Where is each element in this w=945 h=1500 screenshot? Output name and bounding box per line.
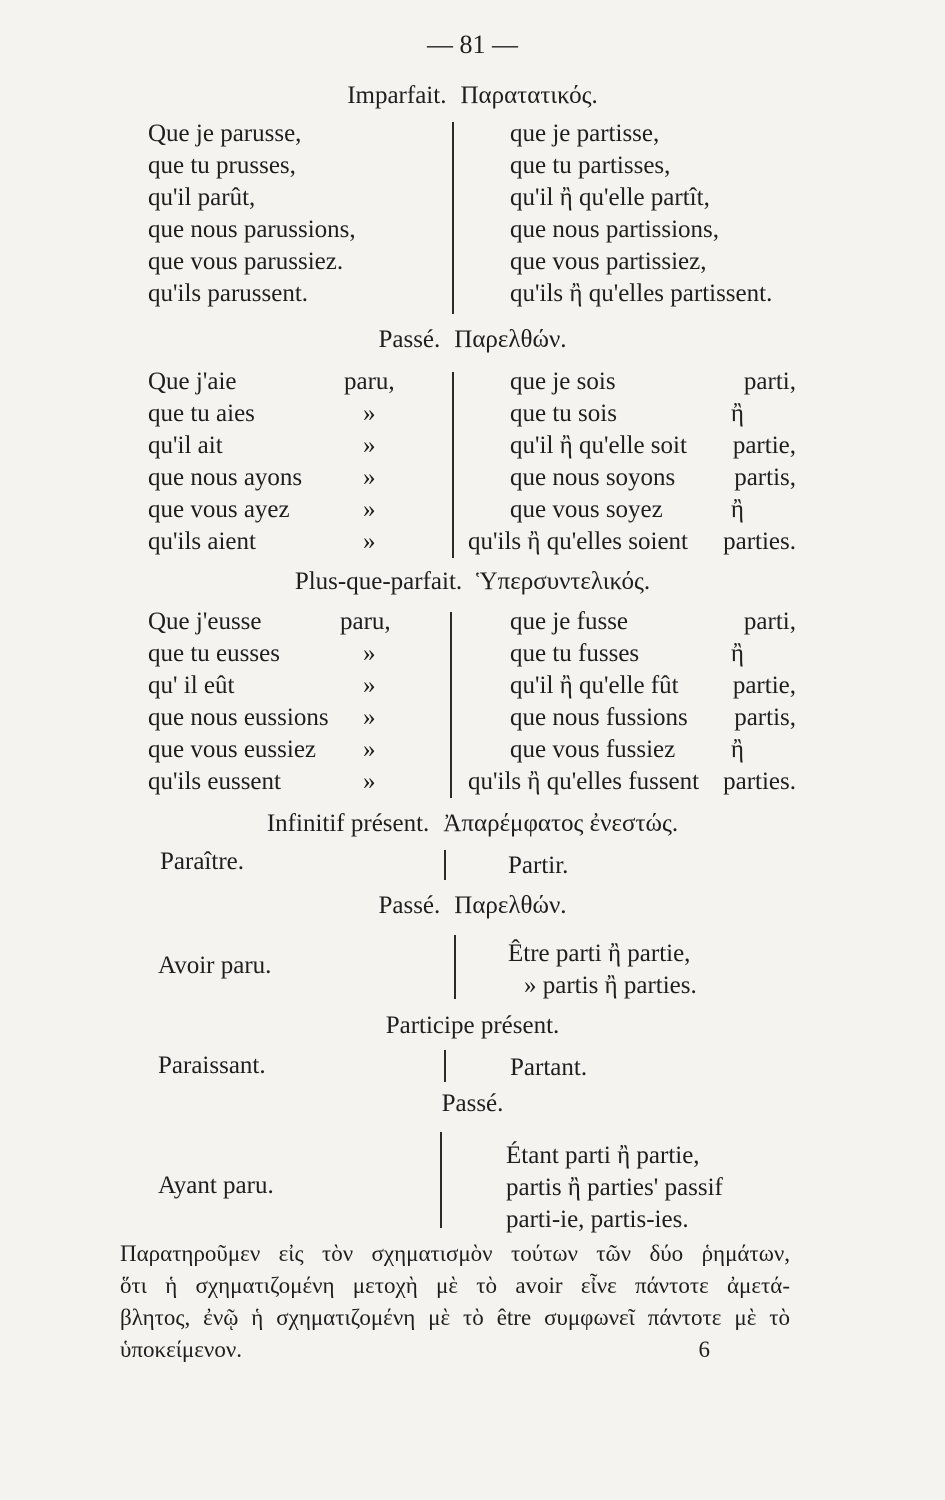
conjugation-line: qu'ils aient <box>148 528 256 555</box>
participle-mark: parties. <box>723 528 796 555</box>
greek-note <box>120 1238 790 1366</box>
conjugation-line: que je fusse <box>510 608 629 635</box>
plusqueparfait-left-column <box>148 606 438 798</box>
conjugation-line: qu'ils ἢ qu'elles soient <box>468 528 688 555</box>
conjugation-line: Être parti ἢ partie, <box>508 940 691 967</box>
ditto-mark: ἢ <box>730 736 744 763</box>
conjugation-line: » partis ἢ parties. <box>524 972 697 999</box>
ditto-mark: » <box>363 400 376 427</box>
conjugation-line: que tu aies <box>148 400 255 427</box>
heading-gr: Παρελθών. <box>454 892 567 919</box>
infinitif-passe-left: Avoir paru. <box>158 952 272 979</box>
page-number: — 81 — <box>427 30 518 59</box>
column-divider <box>444 850 446 880</box>
heading-passe <box>0 326 945 354</box>
ditto-mark: » <box>363 496 376 523</box>
heading-infinitif <box>0 810 945 838</box>
ditto-mark: » <box>363 768 376 795</box>
conjugation-line: qu'ils ἢ qu'elles fussent <box>468 768 700 795</box>
heading-participe: Participe présent. <box>385 1012 560 1039</box>
ditto-mark: » <box>363 640 376 667</box>
note-line: ὅτι ἡ σχηματιζομένη μετοχὴ μὲ τὸ avoir εἶνε πάντοτε ἀμετά- <box>120 1273 790 1298</box>
column-divider <box>444 1050 446 1082</box>
conjugation-line: que nous partissions, <box>510 216 720 243</box>
conjugation-line: que vous eussiez <box>148 736 317 763</box>
conjugation-line: que nous parussions, <box>148 216 356 243</box>
conjugation-line: que nous eussions <box>148 704 329 731</box>
conjugation-line: que vous partissiez, <box>510 248 707 275</box>
ditto-mark: » <box>363 672 376 699</box>
conjugation-line: qu'il parût, <box>148 184 256 211</box>
conjugation-line: que nous soyons <box>510 464 676 491</box>
conjugation-line: Étant parti ἢ partie, <box>506 1142 700 1169</box>
participle-mark: parties. <box>723 768 796 795</box>
participe-passe-left: Ayant paru. <box>158 1172 274 1199</box>
passe-left-column <box>148 366 438 558</box>
heading-fr: Passé. <box>378 892 441 919</box>
ditto-mark: ἢ <box>730 496 744 523</box>
conjugation-line: que je partisse, <box>510 120 660 147</box>
heading-gr: Παρελθών. <box>454 326 567 353</box>
heading-fr: Plus-que-parfait. <box>294 568 463 595</box>
conjugation-line: Que je parusse, <box>148 120 302 147</box>
participle-mark: parti, <box>743 608 796 635</box>
conjugation-line: que nous fussions <box>510 704 688 731</box>
imparfait-left-column <box>148 118 356 310</box>
conjugation-line: Que j'aie <box>148 368 237 395</box>
conjugation-line: que tu partisses, <box>510 152 671 179</box>
column-divider <box>450 612 452 798</box>
heading-infinitif-passe <box>0 892 945 920</box>
conjugation-line: qu'il ἢ qu'elle partît, <box>510 184 710 211</box>
ditto-mark: » <box>363 736 376 763</box>
participle-mark: parti, <box>743 368 796 395</box>
conjugation-line: Que j'eusse <box>148 608 262 635</box>
ditto-mark: » <box>363 704 376 731</box>
conjugation-line: qu'il ἢ qu'elle soit <box>510 432 687 459</box>
note-line: ὑποκείμενον. <box>120 1337 242 1362</box>
participe-right: Partant. <box>510 1054 588 1081</box>
heading-fr: Passé. <box>378 326 441 353</box>
ditto-mark: » <box>363 464 376 491</box>
conjugation-line: qu' il eût <box>148 672 235 699</box>
infinitif-left: Paraître. <box>160 848 244 875</box>
heading-fr: Imparfait. <box>347 82 447 109</box>
note-line: βλητος, ἐνῷ ἡ σχηματιζομένη μὲ τὸ être συμφωνεῖ πάντοτε μὲ τὸ <box>120 1305 790 1330</box>
heading-gr: Ἀπαρέμφατος ἐνεστώς. <box>443 810 679 837</box>
ditto-mark: » <box>363 528 376 555</box>
conjugation-line: qu'il ait <box>148 432 223 459</box>
conjugation-line: que tu eusses <box>148 640 280 667</box>
participle-mark: partie, <box>732 432 796 459</box>
column-divider <box>452 372 454 558</box>
participe-left: Paraissant. <box>158 1052 266 1079</box>
heading-plusqueparfait <box>0 568 945 596</box>
infinitif-passe-right <box>508 938 697 1002</box>
infinitif-right: Partir. <box>508 852 569 879</box>
column-divider <box>454 935 456 999</box>
participle-mark: partis, <box>734 464 796 491</box>
conjugation-line: parti-ie, partis-ies. <box>506 1206 689 1233</box>
heading-participe-passe: Passé. <box>441 1090 504 1117</box>
conjugation-line: que vous ayez <box>148 496 290 523</box>
conjugation-line: que tu fusses <box>510 640 640 667</box>
imparfait-right-column <box>510 118 772 310</box>
participle-mark: partie, <box>732 672 796 699</box>
conjugation-line: que nous ayons <box>148 464 303 491</box>
conjugation-line: que vous soyez <box>510 496 663 523</box>
ditto-mark: ἢ <box>730 400 744 427</box>
note-line: Παρατηροῦμεν εἰς τὸν σχηματισμὸν τούτων τῶν δύο ῥημάτων, <box>120 1241 790 1266</box>
conjugation-line: qu'ils parussent. <box>148 280 309 307</box>
ditto-mark: ἢ <box>730 640 744 667</box>
conjugation-line: qu'ils ἢ qu'elles partissent. <box>510 280 773 307</box>
conjugation-line: qu'ils eussent <box>148 768 281 795</box>
heading-imparfait <box>0 82 945 110</box>
heading-gr: Παρατατικός. <box>460 82 598 109</box>
column-divider <box>452 122 454 314</box>
conjugation-line: que je sois <box>510 368 616 395</box>
heading-fr: Infinitif présent. <box>266 810 430 837</box>
conjugation-line: qu'il ἢ qu'elle fût <box>510 672 679 699</box>
conjugation-line: que vous fussiez <box>510 736 676 763</box>
signature-mark: 6 <box>698 1337 710 1362</box>
conjugation-line: que vous parussiez. <box>148 248 344 275</box>
participle-mark: paru, <box>344 368 395 395</box>
ditto-mark: » <box>363 432 376 459</box>
participe-passe-right <box>506 1140 723 1236</box>
conjugation-line: que tu sois <box>510 400 617 427</box>
participle-mark: paru, <box>340 608 391 635</box>
plusqueparfait-right-column <box>468 606 798 798</box>
passe-right-column <box>468 366 798 558</box>
column-divider <box>440 1132 442 1228</box>
conjugation-line: que tu prusses, <box>148 152 296 179</box>
conjugation-line: partis ἢ parties' passif <box>506 1174 723 1201</box>
heading-gr: Ὑπερσυντελικός. <box>476 568 651 595</box>
note-last-line <box>120 1334 790 1366</box>
participle-mark: partis, <box>734 704 796 731</box>
